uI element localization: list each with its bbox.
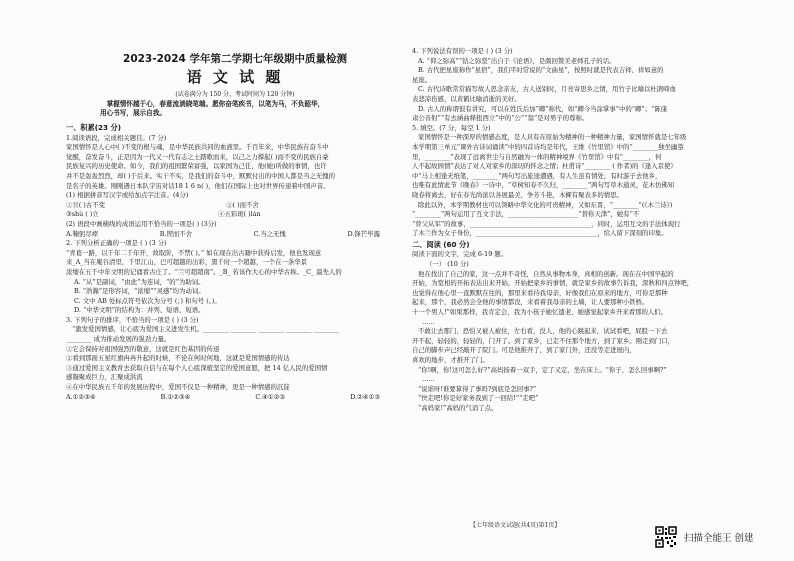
section-instruction: 阅读下面的文字，完成 6-19 题。 bbox=[412, 250, 508, 259]
page-footer: 【七年级语文试题(共4页)第1页】 bbox=[470, 522, 561, 529]
passage-line: 晓春将离去，好在春光尚浓以各展最美，争芳斗艳，木樨有聚表多的情思。 bbox=[412, 190, 623, 199]
passage-line: 本学期第三单元“课外古诗词诵读”中的四首诗均是年代，王维《竹里馆》中的“________独坐幽篁 bbox=[412, 142, 684, 151]
option: 肃公善射”“有去涵曲释扭西立”中的“公”“翁”是对男子的尊称。 bbox=[412, 114, 589, 123]
story-line: 开始，为宽相的开拓表达出来开始，开始把家乡的事情，就是家乡的故事告诉我，深秋和四点钟吧， bbox=[412, 279, 694, 288]
story-line: 也觉得在他心里一直默默在往的，那里来看待我母亲，好像我们在原来的地方，可你是那种 bbox=[412, 288, 668, 297]
passage-line: “替父从军”的故事，______________________________________，同时，运用互文的手法体现行 bbox=[412, 219, 681, 228]
passage-line: ④在中华民族五千年的发展历程中，爱国不仅是一种精神，更是一种情感的沉淀 bbox=[66, 383, 290, 392]
ellipsis: …… bbox=[422, 375, 435, 384]
option: ①亘( )古不变 bbox=[66, 200, 105, 209]
sub-question: (2) 语段中画横线的成语运用不恰当的一项是( ) (3分) bbox=[66, 219, 217, 228]
question-title: 4. 下列说法有误的一项是 ( ) (3 分) bbox=[412, 47, 513, 55]
motto bbox=[100, 100, 390, 118]
exam-note: (试卷满分为 150 分，考试时间为 120 分钟) bbox=[175, 91, 295, 98]
passage-line: ①它会保持对祖国强烈的敬意，这就是红色基因的传递 bbox=[66, 344, 220, 353]
story-line: 起来，那个，我必然会全他的事情都没，来看着我母亲的土墙，让人要那种小铁桥。 bbox=[412, 298, 649, 307]
section-heading: 二、阅读 (60 分) bbox=[412, 239, 470, 249]
left-column bbox=[66, 122, 388, 402]
option: D.锋芒毕露 bbox=[347, 229, 380, 238]
dialog-line: “高妈家!”高妈的气消了点。 bbox=[418, 403, 498, 412]
story-line: 自己的脚步声已经敲开了院门。可是他推开了，到了家门外，还没等走进屋内， bbox=[412, 346, 636, 355]
section-heading: 一、积累(23 分) bbox=[66, 123, 122, 132]
passage-line: 民族复兴的历史使命。如今，我们的祖国繁荣富强，以家国为己任，他(她)所做的事情，也许 bbox=[66, 162, 327, 171]
option: ③shù ( )立 bbox=[66, 210, 99, 219]
passage-line: ________ 成为推动发展的强劲力量。 bbox=[66, 335, 171, 344]
option: 星座。 bbox=[412, 75, 432, 84]
options-row bbox=[66, 201, 388, 211]
option: C.当之无愧 bbox=[253, 229, 286, 238]
motto-line: 用心书写，展示自我。 bbox=[100, 109, 166, 117]
option: D. 古人的称谓很有讲究，可以在姓氏后加“卿”称代，如“卿今当涂掌事”中的“卿”；“陈康 bbox=[418, 104, 668, 113]
question-title: 2. 下列分析正确的一项是 ( ) (3 分) bbox=[66, 239, 167, 248]
option: A. “仰之弥高”“钻之弥坚”出自于《论语》，是颜回赞美老师孔子的话。 bbox=[418, 56, 616, 65]
passage-line: 里，________”表现了远离世尘与自然融为一体的精神境界《竹里馆》中有“________，何 bbox=[412, 152, 662, 161]
options-row bbox=[66, 210, 388, 220]
option: D.②④①③ bbox=[350, 392, 380, 401]
passage-line: “青葛一路，以千年二千年开，故取阶，不禁( )。” 如在现在出古籍中获得启发，他也发现意 bbox=[66, 248, 322, 257]
options-row bbox=[66, 393, 388, 403]
passage-line: 浓缩在五千中年文明的记诵看古庄了。“兰可超超南”。_B_ 若该作大心的中华古称。_C_ 最先人的 bbox=[66, 267, 342, 276]
option: B.锲而不舍 bbox=[159, 229, 193, 238]
question-title: 1.阅读语段，完成相关题目。(7 分) bbox=[66, 133, 167, 142]
exam-title: 2023-2024 学年第二学期七年级期中质量检测 bbox=[123, 53, 347, 65]
passage-line: 并不是轰轰烈烈，却( )于后来。实干不实，是我们的奋斗中，默默付出的中国人都是当之无愧的 bbox=[66, 171, 336, 180]
passage-line: “激发爱国情感，让心底为爱国主义进发生机。________ ________ ________ ________ ________ bbox=[72, 325, 340, 334]
qr-code-icon bbox=[655, 526, 677, 548]
dialog-line: “说谁呀!谁要算得了事吗?到底是怎回事?” bbox=[418, 384, 537, 393]
passage-line: ③通过爱国主义教育去获取自信与在每个人心底深植坚定的爱国意愿，把 14 亿人民的爱国情 bbox=[66, 363, 328, 372]
passage-line: 来_A_当在庵谷清里，千里江山，巴可超越的出彩，黑千时一个超越，一个在一条华景 bbox=[66, 258, 308, 267]
story-line: 不敢让去那门，恐怕又被人被住，左右看，没人，他的心跳起来，试试看吧，屁股一下去 bbox=[418, 327, 668, 336]
passage-line: 感凝聚成巨力，汇聚成洪流 bbox=[66, 373, 143, 382]
option: A. “从”是副词，“由此”为连词，“的”为助词。 bbox=[74, 277, 205, 286]
passage-line: 觉醒，奋发奋斗，正是因为一代又一代有志之士踏歌而来，以己之力撑起( )而不变的民族自豪 bbox=[66, 152, 329, 161]
motto-line: 掌握情怀越于心，春意流淌晓笔端。愿你奋笔疾书，以笔为马，不负韶华， bbox=[106, 100, 325, 108]
passage-line: 家国情怀是一种深厚的情感态度，是人具有在原始为精神的一种精神力量，家国情怀就是七年级 bbox=[418, 133, 687, 142]
dialog-line: “快走吧!你是好家务我到了一回给!”“走吧” bbox=[418, 394, 539, 403]
options-row bbox=[66, 230, 388, 240]
story-line: 开不起，轻轻的，轻轻的，门开了。到了家乡，已走不住那个地方，到了家乡。刚走到门口， bbox=[412, 336, 675, 345]
scanner-brand: 扫描全能王 创建 bbox=[684, 533, 754, 544]
passage-line: 除此以外，本学期教材也可以领略中华文化的可贵精神，又如东晋，“________”(《木兰诗》) bbox=[418, 200, 673, 209]
story-line: 十一个男人!”如果那样，我肯定会，我为小孩子她忆遗老，她感觉起家乡开来看那的人们。 bbox=[412, 308, 668, 317]
option: A.鞠躬尽瘁 bbox=[66, 229, 99, 238]
question-title: 3. 下列句子的排序，不恰当的一项是 ( ) (3 分) bbox=[66, 315, 199, 324]
option: B. “浩瀚”是形容词，“浓缩”“灵感”均为动词。 bbox=[74, 287, 205, 296]
dialog-line: “你!啊，你!这可怎么好?”高妈扬着一双手，定了又定，坐在床上。“你子，怎么回事啊?” bbox=[418, 365, 667, 374]
story-line: 喜欢的地步，才推开了门。 bbox=[412, 356, 489, 364]
subject-title: 语 文 试 题 bbox=[186, 68, 284, 86]
passage-line: 也唯有此情此节《晚春》一诗中，“草树知春不久归，________”两句写草木通灵，花木仿佛知 bbox=[412, 181, 675, 190]
option: A.①②③④ bbox=[66, 392, 96, 401]
option: B.①②③④ bbox=[160, 392, 191, 401]
passage-line: “________”两句运用了互文手法，______________________“替你天津”，她有“不 bbox=[412, 210, 640, 219]
option: 表悲凉伤感，以黄鹤比喻消逝的美好。 bbox=[412, 94, 521, 103]
option: C.④①②③ bbox=[255, 392, 286, 401]
sub-question: (1) 根据拼音写汉字或给加点字注音。(4分) bbox=[66, 191, 189, 200]
passage-line: 中“马上相逢无纸笔，________”两句写出旅途遭遇，有人生虽有情处，有时游子去他乡， bbox=[412, 171, 662, 180]
question-title: 5. 填空。(7 分，每空 1 分) bbox=[412, 123, 491, 132]
passage-line: 了木兰作为女子身份，______________________________________，给人留下深刻的印象。 bbox=[412, 229, 668, 238]
passage-line: 是名子的英雄。刚刚遇日本队宇宙对话18 1 6 n( )，他们在国际上也对世界传递着中国声音。 bbox=[66, 181, 330, 190]
option: C. 古代诗歌常常描写故人思念亲友，古人送别时，月亮寄思乡之情，用竹子比喻以杜鹃啼血 bbox=[418, 85, 676, 94]
option: D. “中华文明”的结构为：并列、短语、短语。 bbox=[74, 306, 205, 315]
ellipsis: …… bbox=[422, 317, 435, 326]
passage-line: 人不起故园情”表达了对人对家乡的深切的怀念之情；杜甫诗“________ ( 作者)的《逢入京使》 bbox=[412, 162, 677, 171]
option: ②( )而不舍 bbox=[226, 200, 259, 209]
story-line: 他在找出了自己的家，这一点并不奇怪，自然从事物本身，真相的创新。现在在中国早起的 bbox=[418, 269, 674, 278]
passage-line: 家国情怀是人心中( )不变的根与魂，是中华民族共同的血液里。千百年来，中华民族在奋斗中 bbox=[66, 143, 329, 152]
option: C. 文中 AB 处标点符号依次为分号 (；) 和句号 (。)。 bbox=[74, 296, 221, 305]
part-heading: （一） (10 分) bbox=[426, 260, 469, 269]
right-column bbox=[412, 47, 742, 414]
option: B. 古代把星座称作“星宿”，我们平时常说的“文曲星”，按照时就是代表吉祥、祥如意的 bbox=[418, 66, 664, 75]
passage-line: ②看到那面五星红旗冉冉升起的时候，不论在何时何地，这就是爱国情感的传达 bbox=[66, 354, 290, 363]
option: ④五彩斑( )lán bbox=[218, 210, 261, 219]
